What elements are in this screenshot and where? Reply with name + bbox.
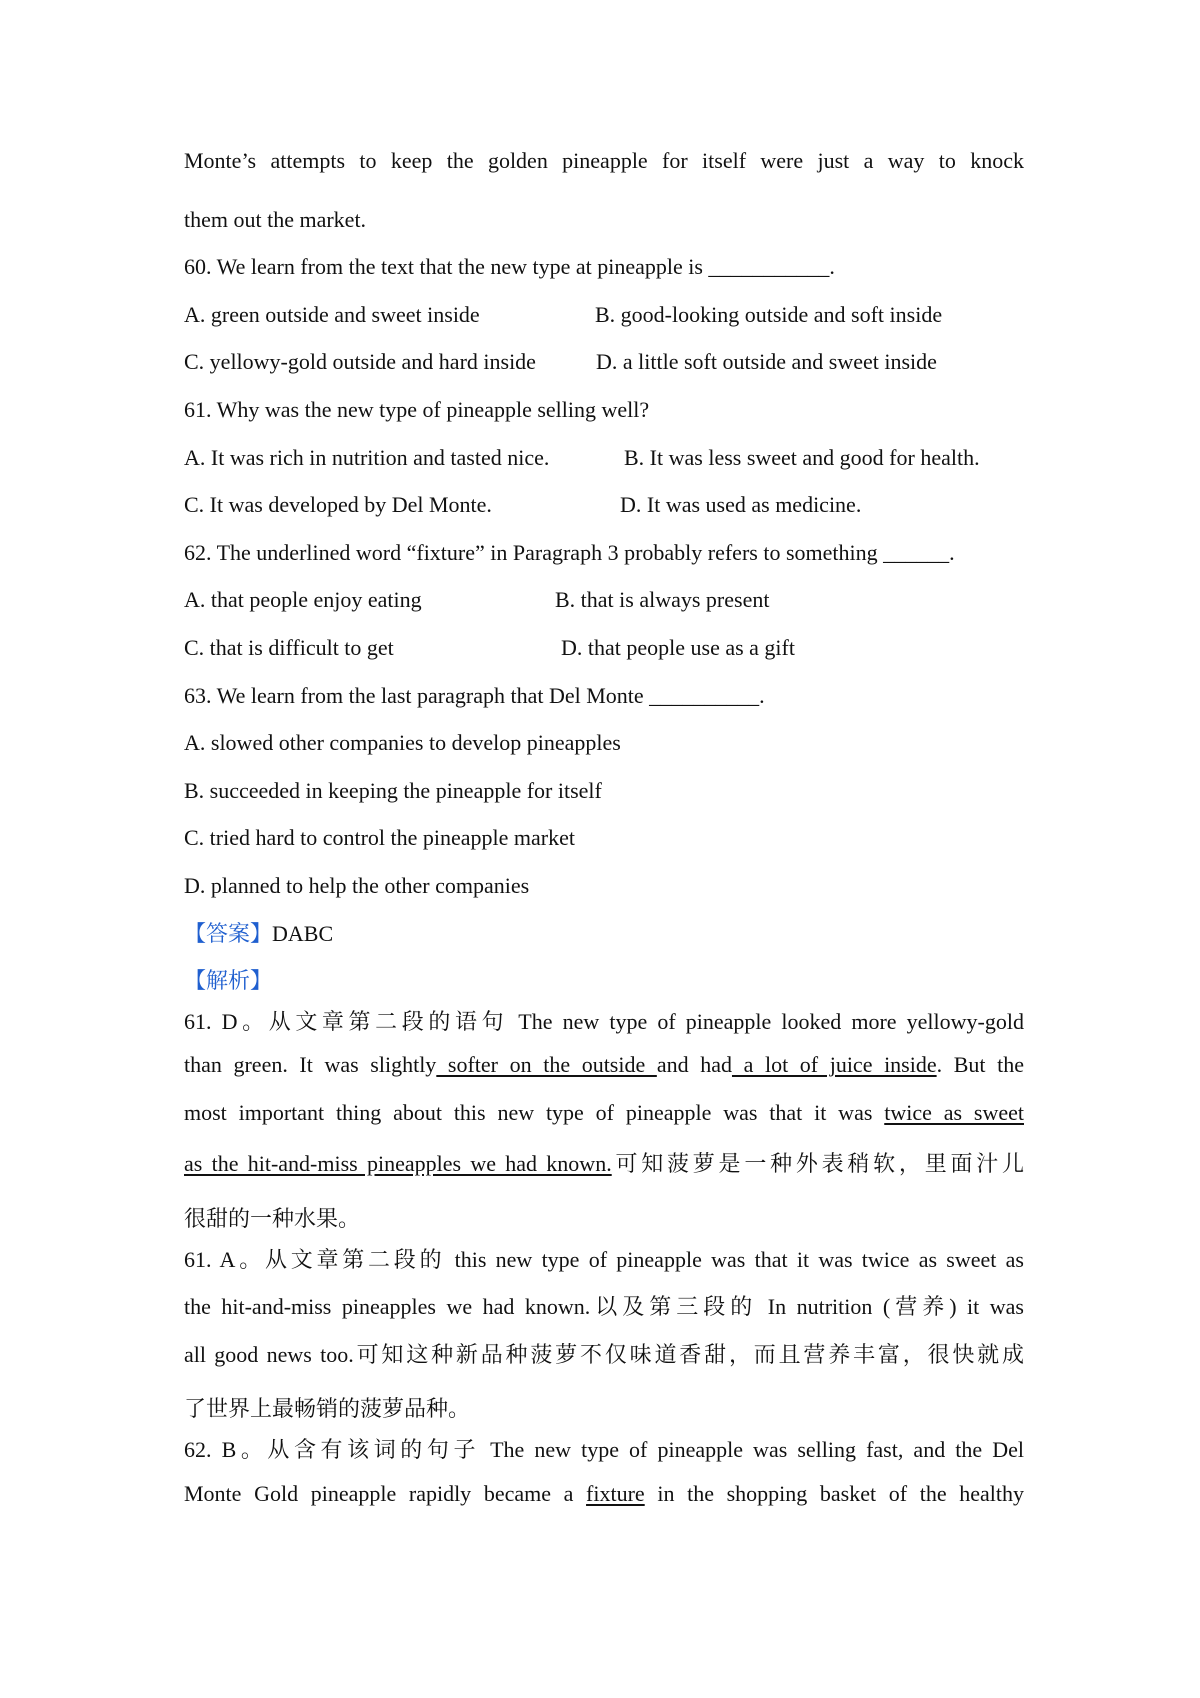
explanation-1-line-1: 61. D。从文章第二段的语句 The new type of pineapple looked more yellowy-gold	[184, 1008, 1024, 1034]
question-61-stem: 61. Why was the new type of pineapple selling well?	[184, 396, 650, 422]
underlined-phrase: softer on the outside	[436, 1052, 657, 1078]
question-62-option-c: C. that is difficult to get	[184, 634, 394, 660]
explanation-2-line-2: the hit-and-miss pineapples we had known.以及第三段的 In nutrition (营养) it was	[184, 1294, 1024, 1320]
explanation-2-line-3: all good news too.可知这种新品种菠萝不仅味道香甜，而且营养丰富，很快就成	[184, 1341, 1024, 1367]
intro-line-2: them out the market.	[184, 206, 367, 232]
explanation-1-line-5: 很甜的一种水果。	[184, 1206, 361, 1232]
question-60-stem: 60. We learn from the text that the new type at pineapple is ___________.	[184, 254, 835, 280]
analysis-label: 【解析】	[184, 968, 273, 994]
underlined-phrase: as the hit-and-miss pineapples we had known.	[184, 1151, 612, 1177]
question-62-option-a: A. that people enjoy eating	[184, 587, 422, 613]
text-segment: most important thing about this new type of pineapple was that it was	[184, 1099, 885, 1125]
text-segment: 可知菠萝是一种外表稍软，里面汁儿	[611, 1151, 1024, 1177]
underlined-phrase: twice as sweet	[884, 1099, 1024, 1125]
text-segment: than green. It was slightly	[184, 1052, 437, 1078]
question-60-option-a: A. green outside and sweet inside	[184, 301, 480, 327]
question-61-option-b: B. It was less sweet and good for health.	[624, 444, 980, 470]
question-62-option-b: B. that is always present	[555, 587, 770, 613]
question-62-options-row-2	[184, 624, 1024, 672]
question-61-options-row-1	[184, 434, 1024, 482]
question-62-options-row-1	[184, 576, 1024, 624]
question-63-option-a: A. slowed other companies to develop pineapples	[184, 730, 621, 756]
analysis-label-line	[184, 957, 1024, 1005]
question-62-stem: 62. The underlined word “fixture” in Paragraph 3 probably refers to something ______.	[184, 539, 955, 565]
question-63-option-c: C. tried hard to control the pineapple market	[184, 825, 575, 851]
question-63-option-d: D. planned to help the other companies	[184, 872, 530, 898]
explanation-3-line-2	[184, 1481, 1024, 1529]
question-60-options-row-1	[184, 291, 1024, 339]
question-61-option-d: D. It was used as medicine.	[620, 492, 862, 518]
question-60-options-row-2	[184, 338, 1024, 386]
answer-line	[184, 910, 1024, 958]
question-61-option-c: C. It was developed by Del Monte.	[184, 492, 492, 518]
question-62-option-d: D. that people use as a gift	[561, 634, 795, 660]
explanation-1-line-3	[184, 1100, 1024, 1148]
text-segment: in the shopping basket of the healthy	[644, 1480, 1024, 1506]
text-segment: and had	[656, 1052, 732, 1078]
text-segment: Monte Gold pineapple rapidly became a	[184, 1480, 587, 1506]
intro-line-1: Monte’s attempts to keep the golden pineapple for itself were just a way to knock	[184, 148, 1024, 173]
explanation-2-line-4: 了世界上最畅销的菠萝品种。	[184, 1396, 471, 1422]
question-63-stem: 63. We learn from the last paragraph that Del Monte __________.	[184, 682, 765, 708]
underlined-phrase: a lot of juice inside	[731, 1052, 937, 1078]
answer-label: 【答案】	[184, 920, 273, 946]
explanation-1-line-2	[184, 1052, 1024, 1100]
question-60-option-c: C. yellowy-gold outside and hard inside	[184, 349, 536, 375]
question-60-option-d: D. a little soft outside and sweet inside	[596, 349, 937, 375]
explanation-1-line-4	[184, 1147, 1024, 1195]
question-63-option-b: B. succeeded in keeping the pineapple for itself	[184, 777, 602, 803]
question-60-option-b: B. good-looking outside and soft inside	[595, 301, 943, 327]
explanation-2-line-1: 61. A。从文章第二段的 this new type of pineapple was that it was twice as sweet as	[184, 1246, 1024, 1272]
text-segment: . But the	[936, 1052, 1024, 1078]
answer-value: DABC	[272, 920, 334, 946]
question-61-options-row-2	[184, 481, 1024, 529]
question-61-option-a: A. It was rich in nutrition and tasted nice.	[184, 444, 550, 470]
underlined-word-fixture: fixture	[586, 1480, 645, 1506]
document-content	[184, 148, 1024, 1528]
explanation-3-line-1: 62. B。从含有该词的句子 The new type of pineapple was selling fast, and the Del	[184, 1437, 1024, 1463]
